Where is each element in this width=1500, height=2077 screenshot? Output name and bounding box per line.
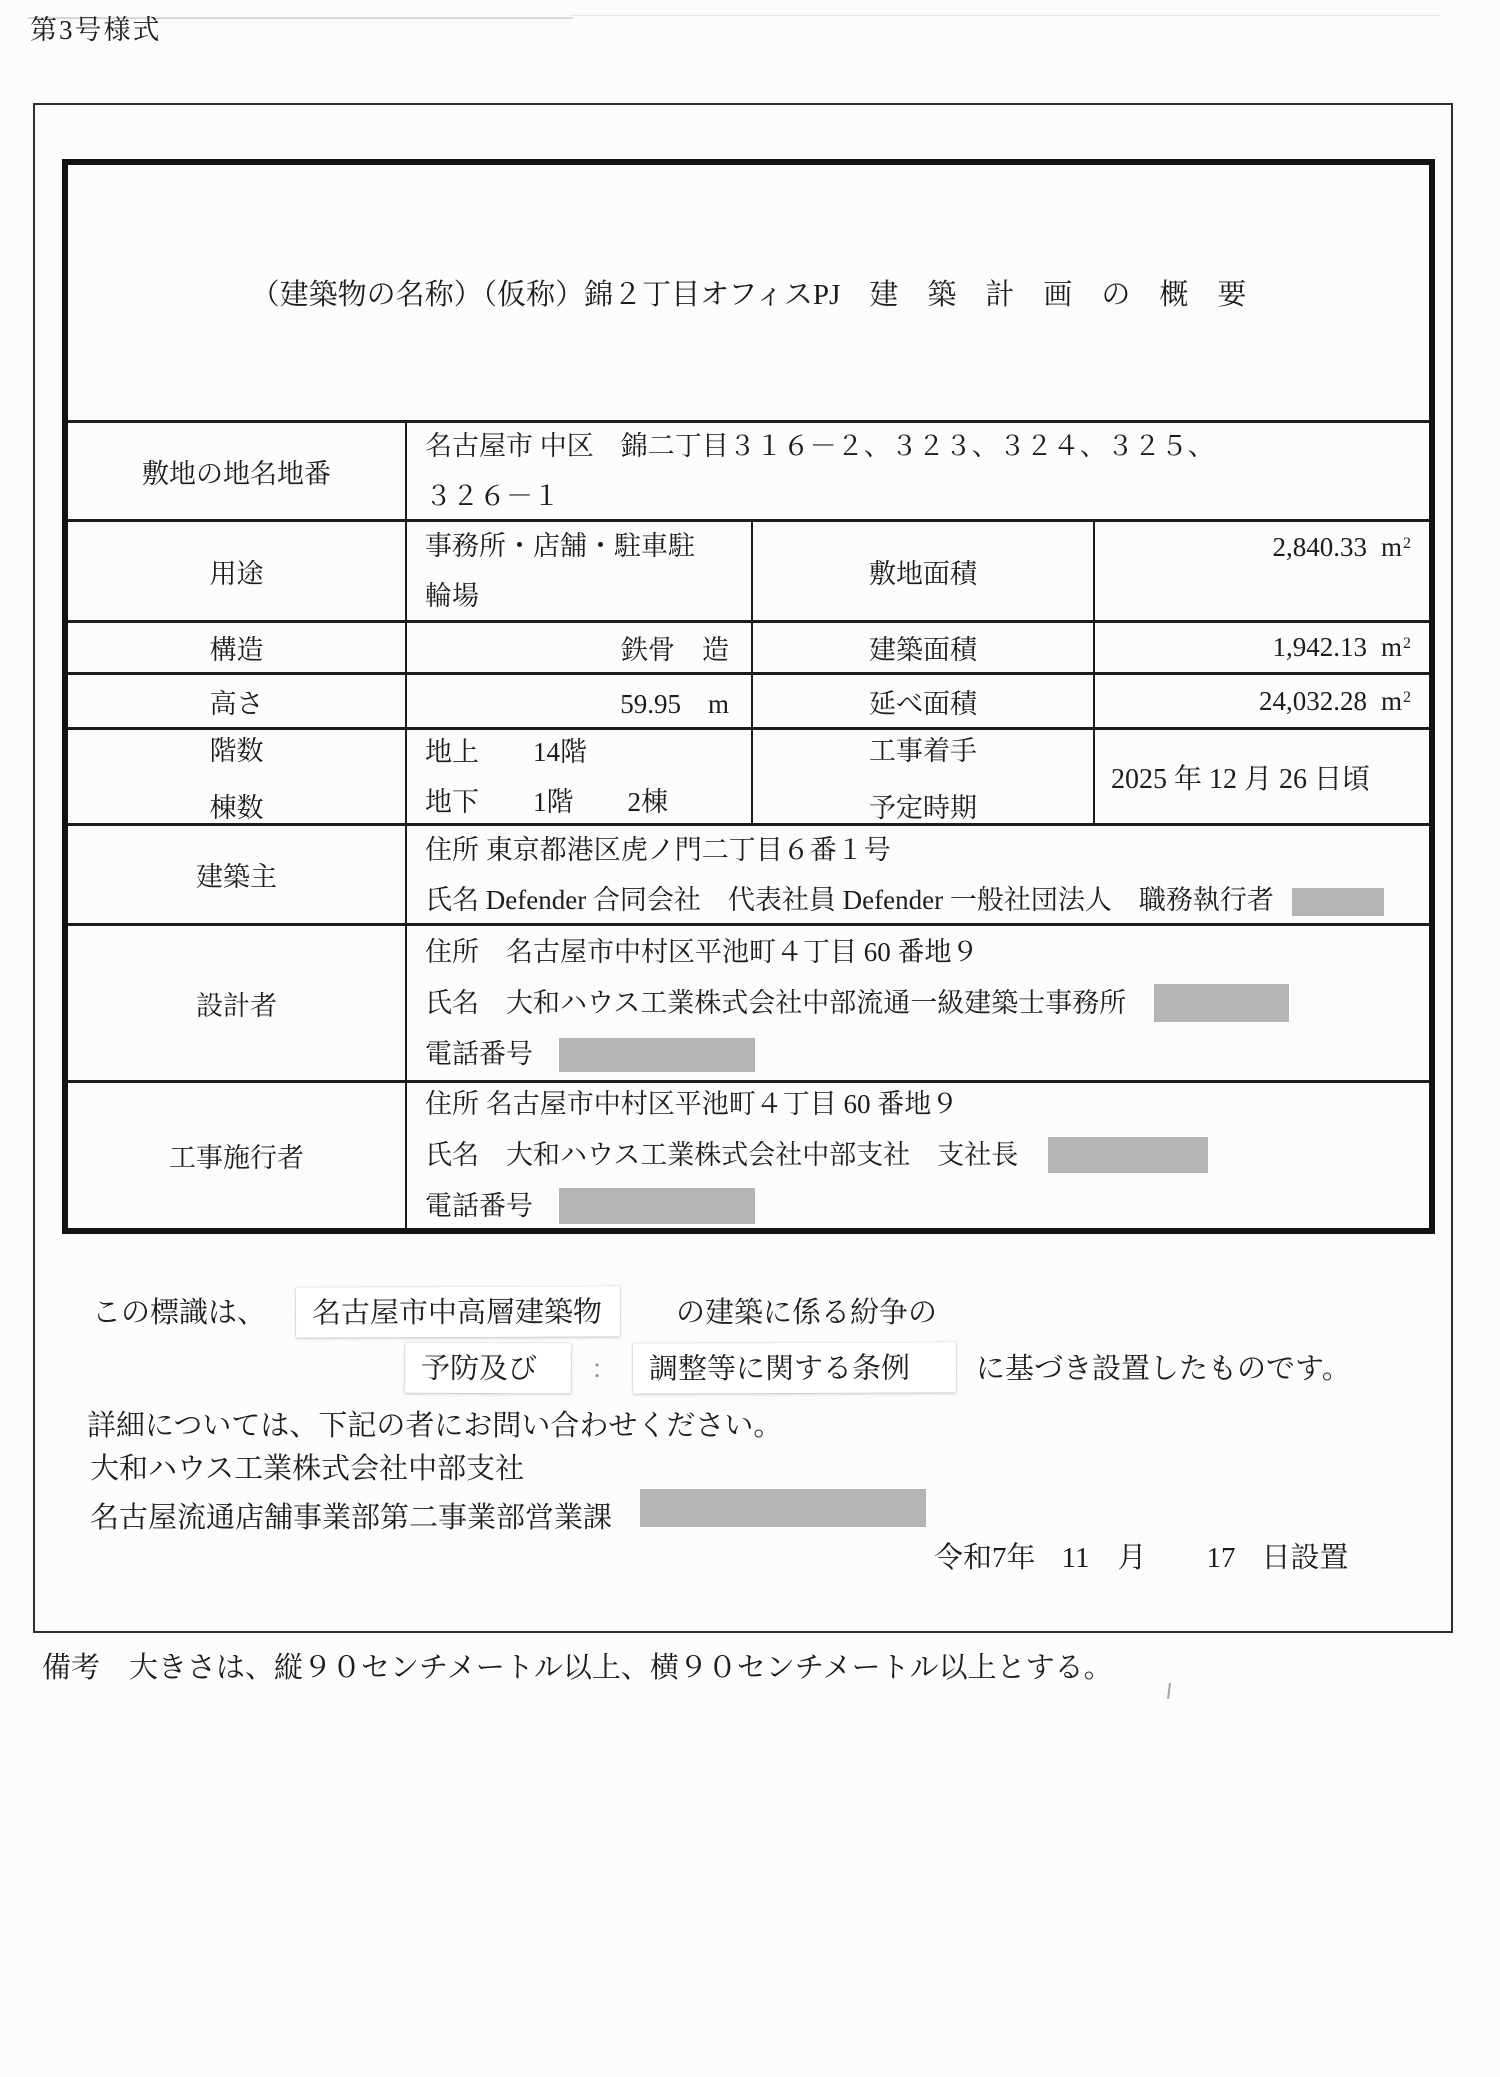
floors-above-ground: 地上 14階 bbox=[425, 736, 587, 767]
square-meter-unit bbox=[1381, 686, 1411, 717]
height-label: 高さ bbox=[68, 672, 405, 727]
redaction-box bbox=[559, 1188, 755, 1224]
floors-buildings-label bbox=[68, 727, 405, 823]
installation-date bbox=[934, 1535, 1348, 1576]
buildings-label: 棟数 bbox=[209, 792, 264, 823]
notice-line1-post: の建築に係る紛争の bbox=[676, 1297, 938, 1329]
document-frame bbox=[33, 103, 1453, 1633]
contractor-value bbox=[405, 1080, 1429, 1228]
scan-artifact bbox=[1167, 1683, 1171, 1699]
site-address-value bbox=[405, 420, 1429, 519]
date-era-year: 令和7年 bbox=[934, 1542, 1036, 1574]
total-floor-area-number: 24,032.28 bbox=[1258, 685, 1367, 716]
date-month-unit: 月 bbox=[1117, 1542, 1147, 1574]
height-value: 59.95 m bbox=[405, 672, 751, 727]
notice-line-1 bbox=[92, 1287, 937, 1337]
site-address-line2: ３２６－１ bbox=[425, 481, 560, 511]
notice-company-name: 大和ハウス工業株式会社中部支社 bbox=[90, 1453, 525, 1485]
notice-line2-post: に基づき設置したものです。 bbox=[976, 1353, 1351, 1385]
structure-label: 構造 bbox=[68, 620, 405, 672]
owner-name: 氏名 Defender 合同会社 代表社員 Defender 一般社団法人 職務執行者 bbox=[425, 884, 1274, 915]
redaction-box bbox=[1048, 1137, 1208, 1173]
building-area-value bbox=[1093, 620, 1429, 672]
designer-value bbox=[405, 923, 1429, 1080]
usage-line2: 輪場 bbox=[425, 581, 479, 611]
notice-ordinance-city-patch: 名古屋市中高層建築物 bbox=[296, 1286, 620, 1337]
notice-line-4 bbox=[90, 1446, 524, 1487]
notice-colon-mark: ： bbox=[591, 1355, 618, 1384]
contractor-tel-label: 電話番号 bbox=[425, 1191, 533, 1221]
contractor-tel-line bbox=[425, 1181, 1429, 1228]
date-day-number: 17 bbox=[1206, 1542, 1236, 1574]
notice-prevention-patch: 予防及び bbox=[405, 1343, 571, 1394]
unit-base: m bbox=[1380, 532, 1402, 562]
notice-contact-instruction: 詳細については、下記の者にお問い合わせください。 bbox=[87, 1410, 783, 1442]
owner-name-line bbox=[425, 875, 1429, 924]
redaction-box bbox=[1292, 888, 1384, 916]
unit-superscript: 2 bbox=[1403, 535, 1411, 552]
redaction-box bbox=[559, 1038, 755, 1072]
construction-start-label bbox=[751, 727, 1093, 823]
site-area-value bbox=[1093, 519, 1429, 620]
floors-label: 階数 bbox=[209, 735, 264, 766]
form-number-label: 第3号様式 bbox=[30, 15, 162, 45]
contractor-label: 工事施行者 bbox=[68, 1080, 405, 1228]
site-area-label: 敷地面積 bbox=[751, 519, 1093, 620]
building-area-label: 建築面積 bbox=[751, 620, 1093, 672]
table-title: （建築物の名称）（仮称）錦２丁目オフィスPJ 建 築 計 画 の 概 要 bbox=[250, 279, 1247, 311]
date-month-number: 11 bbox=[1061, 1542, 1090, 1574]
designer-label: 設計者 bbox=[68, 923, 405, 1080]
owner-address: 住所 東京都港区虎ノ門二丁目６番１号 bbox=[425, 834, 891, 865]
usage-line1: 事務所・店舗・駐車駐 bbox=[425, 531, 695, 561]
redaction-box bbox=[640, 1489, 926, 1527]
site-address-line1: 名古屋市 中区 錦二丁目３１６－２、３２３、３２４、３２５、 bbox=[425, 431, 1215, 461]
site-address-label: 敷地の地名地番 bbox=[68, 420, 405, 519]
floors-value bbox=[405, 727, 751, 823]
designer-name-line bbox=[425, 978, 1429, 1029]
remark-note: 備考 大きさは、縦９０センチメートル以上、横９０センチメートル以上とする。 bbox=[42, 1652, 1113, 1684]
building-plan-summary-table bbox=[62, 159, 1435, 1234]
contractor-name-line bbox=[425, 1130, 1429, 1181]
date-day-unit: 日設置 bbox=[1261, 1542, 1349, 1574]
total-floor-area-value bbox=[1093, 672, 1429, 727]
notice-line-3 bbox=[87, 1403, 782, 1444]
contractor-name: 氏名 大和ハウス工業株式会社中部支社 支社長 bbox=[425, 1140, 1019, 1170]
square-meter-unit bbox=[1381, 532, 1411, 563]
square-meter-unit bbox=[1381, 632, 1411, 663]
construction-start-label-line2: 予定時期 bbox=[869, 792, 977, 823]
redaction-box bbox=[1154, 984, 1289, 1022]
owner-value bbox=[405, 823, 1429, 923]
site-area-number: 2,840.33 bbox=[1272, 532, 1367, 562]
floors-below-ground: 地下 1階 2棟 bbox=[425, 786, 668, 817]
notice-ordinance-patch: 調整等に関する条例 bbox=[633, 1342, 956, 1393]
usage-label: 用途 bbox=[68, 519, 405, 620]
notice-line-5 bbox=[90, 1489, 926, 1536]
unit-superscript: 2 bbox=[1403, 688, 1411, 706]
notice-line-2 bbox=[405, 1343, 1351, 1393]
notice-department-name: 名古屋流通店舗事業部第二事業部営業課 bbox=[90, 1502, 613, 1534]
total-floor-area-label: 延べ面積 bbox=[751, 672, 1093, 727]
unit-base: m bbox=[1380, 685, 1402, 716]
designer-tel-label: 電話番号 bbox=[425, 1038, 533, 1069]
contractor-address: 住所 名古屋市中村区平池町４丁目 60 番地９ bbox=[425, 1089, 959, 1119]
building-area-number: 1,942.13 bbox=[1272, 632, 1367, 662]
designer-address: 住所 名古屋市中村区平池町４丁目 60 番地９ bbox=[425, 936, 979, 967]
construction-start-date: 2025 年 12 月 26 日頃 bbox=[1093, 727, 1429, 823]
structure-value: 鉄骨 造 bbox=[405, 620, 751, 672]
owner-label: 建築主 bbox=[68, 823, 405, 923]
unit-base: m bbox=[1380, 632, 1402, 662]
designer-name: 氏名 大和ハウス工業株式会社中部流通一級建築士事務所 bbox=[425, 987, 1127, 1018]
construction-start-label-line1: 工事着手 bbox=[869, 735, 977, 766]
usage-value bbox=[405, 519, 751, 620]
notice-line1-pre: この標識は、 bbox=[92, 1297, 267, 1329]
scan-artifact bbox=[570, 15, 1440, 16]
unit-superscript: 2 bbox=[1403, 635, 1411, 652]
designer-tel-line bbox=[425, 1029, 1429, 1080]
